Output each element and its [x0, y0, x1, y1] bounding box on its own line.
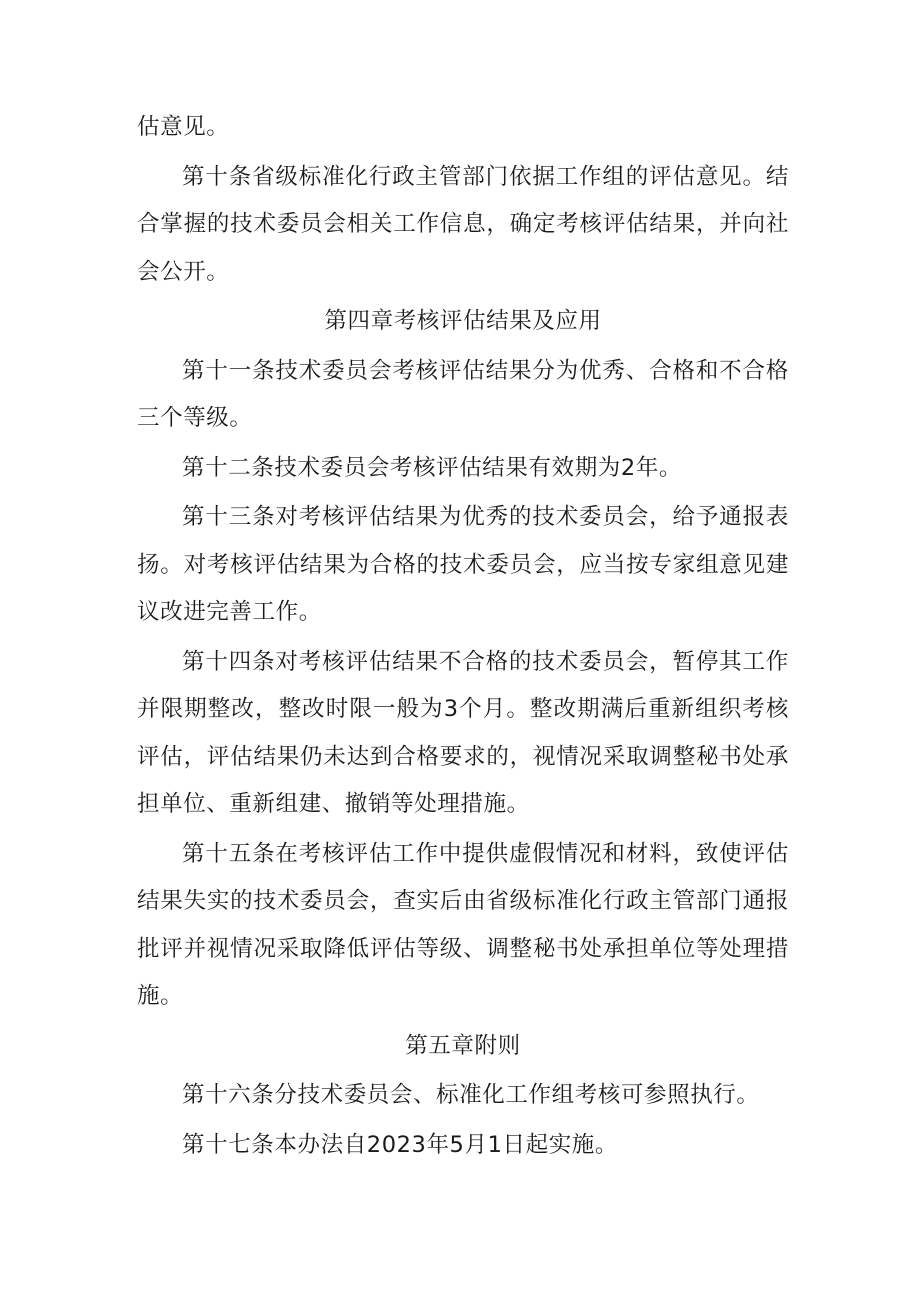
article-17: 第十七条本办法自2023年5月1日起实施。	[182, 1131, 618, 1158]
chapter-5-heading: 第五章附则	[405, 1032, 521, 1059]
paragraph-continuation: 估意见。	[137, 114, 230, 140]
document-body	[137, 104, 789, 1171]
article-12: 第十二条技术委员会考核评估结果有效期为2年。	[182, 454, 683, 481]
article-15: 第十五条在考核评估工作中提供虚假情况和材料，致使评估结果失实的技术委员会，查实后由省级标准化行政主管部门通报批评并视情况采取降低评估等级、调整秘书处承担单位等处理措施。	[137, 840, 789, 1009]
article-11: 第十一条技术委员会考核评估结果分为优秀、合格和不合格三个等级。	[137, 357, 789, 431]
article-16: 第十六条分技术委员会、标准化工作组考核可参照执行。	[182, 1082, 760, 1108]
article-10: 第十条省级标准化行政主管部门依据工作组的评估意见。结合掌握的技术委员会相关工作信息，确定考核评估结果，并向社会公开。	[137, 163, 789, 285]
article-14: 第十四条对考核评估结果不合格的技术委员会，暂停其工作并限期整改，整改时限一般为3个月。整改期满后重新组织考核评估，评估结果仍未达到合格要求的，视情况采取调整秘书处承担单位、重新组建、撤销等处理措施。	[137, 648, 789, 817]
article-13: 第十三条对考核评估结果为优秀的技术委员会，给予通报表扬。对考核评估结果为合格的技术委员会，应当按专家组意见建议改进完善工作。	[137, 504, 789, 625]
chapter-4-heading: 第四章考核评估结果及应用	[324, 308, 602, 334]
